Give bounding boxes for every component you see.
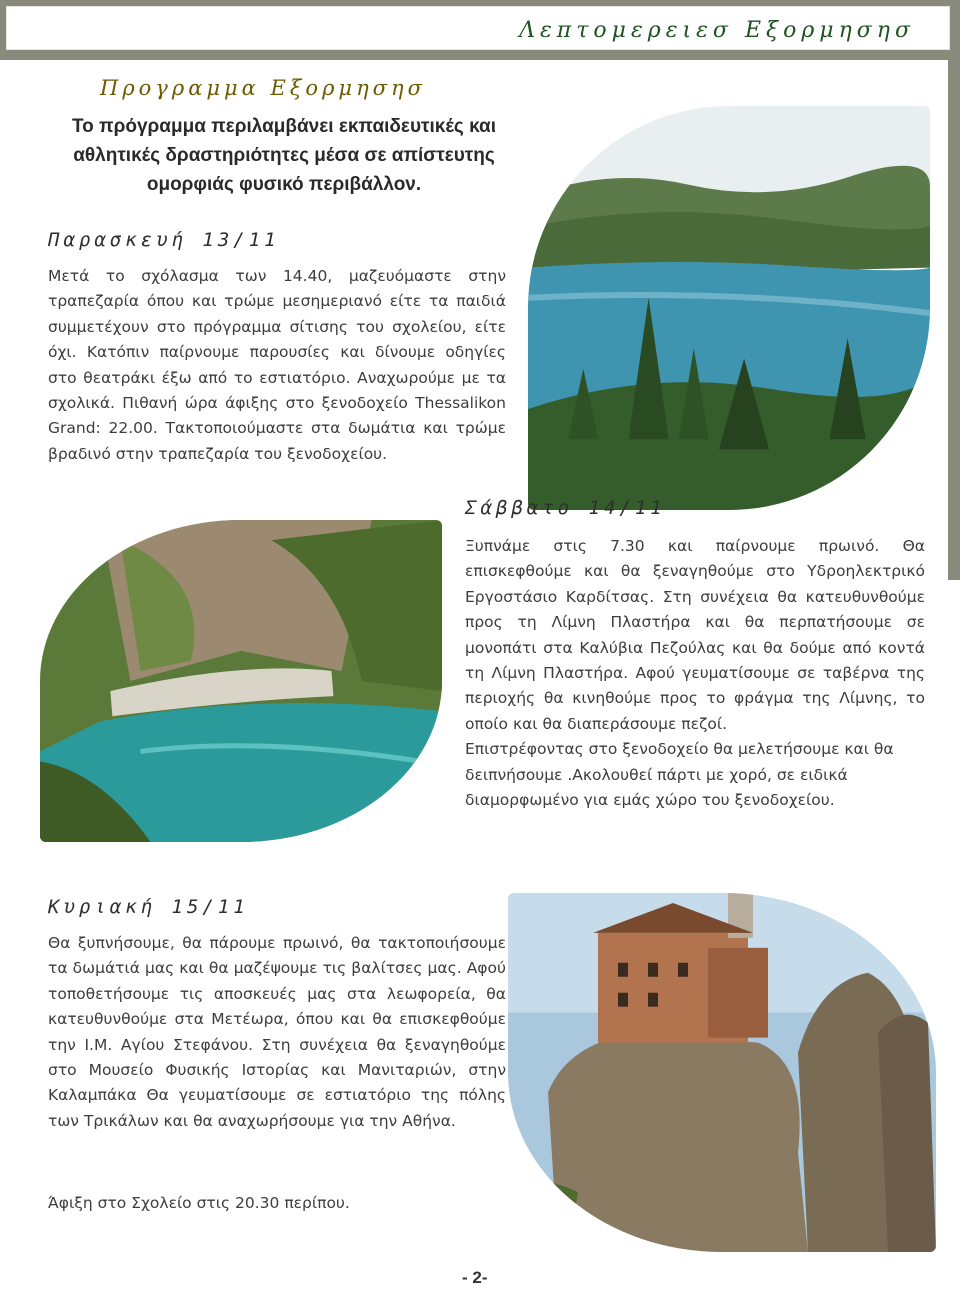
side-rule xyxy=(948,60,960,580)
saturday-text-evening: Επιστρέφοντας στο ξενοδοχείο θα μελετήσουμε και θα δειπνήσουμε .Ακολουθεί πάρτι με χορό, σε ειδικά διαμορφωμένο για εμάς χώρο του ξενοδοχείου. xyxy=(465,740,894,810)
dam-photo xyxy=(40,520,442,842)
page-title: Λεπτομερειεσ Εξορμησησ xyxy=(519,18,915,43)
saturday-text xyxy=(465,534,925,813)
arrival-text: Άφιξη στο Σχολείο στις 20.30 περίπου. xyxy=(48,1194,350,1212)
header-band xyxy=(0,0,960,60)
sunday-text: Θα ξυπνήσουμε, θα πάρουμε πρωινό, θα τακτοποιήσουμε τα δωμάτιά μας και θα μαζέψουμε τις βαλίτσες μας. Αφού τοποθετήσουμε τις αποσκευές μας στα λεωφορεία, θα κατευθυνθούμε στα Μετέωρα, όπου και θα επισκεφθούμε την Ι.Μ. Αγίου Στεφάνου. Στη συνέχεια θα ξεναγηθούμε στο Μουσείο Φυσικής Ιστορίας και Μανιταριών, στην Καλαμπάκα Θα γευματίσουμε σε εστιατόριο της πόλης των Τρικάλων και θα αναχωρήσουμε για την Αθήνα. xyxy=(48,934,506,1130)
program-intro: Το πρόγραμμα περιλαμβάνει εκπαιδευτικές και αθλητικές δραστηριότητες μέσα σε απίστευτης ομορφιάς φυσικό περιβάλλον. xyxy=(71,116,497,195)
friday-text: Μετά το σχόλασμα των 14.40, μαζευόμαστε στην τραπεζαρία όπου και τρώμε μεσημεριανό είτε τα παιδιά συμμετέχουν στο πρόγραμμα σίτισης του σχολείου, είτε όχι. Κατόπιν παίρνουμε παρουσίες και δίνουμε οδηγίες στο θεατράκι έξω από το εστιατόριο. Αναχωρούμε με τα σχολικά. Πιθανή ώρα άφιξης στο ξενοδοχείο Thessalikon Grand: 22.00. Τακτοποιούμαστε στα δωμάτια και τρώμε βραδινό στην τραπεζαρία του ξενοδοχείου. xyxy=(48,267,506,463)
meteora-photo xyxy=(508,893,936,1252)
sunday-title: Κυριακή 15/11 xyxy=(48,896,249,918)
page-number: - 2- xyxy=(462,1268,488,1287)
program-title: Προγραμμα Εξορμησησ xyxy=(100,76,426,100)
friday-title: Παρασκευή 13/11 xyxy=(48,229,280,251)
lake-photo xyxy=(528,106,930,510)
saturday-title: Σάββατο 14/11 xyxy=(465,497,666,519)
saturday-text-main: Ξυπνάμε στις 7.30 και παίρνουμε πρωινό. Θα επισκεφθούμε και θα ξεναγηθούμε στο Υδροηλεκτρικό Εργοστάσιο Καρδίτσας. Στη συνέχεια θα κατευθυνθούμε προς τη Λίμνη Πλαστήρα και θα περπατήσουμε σε μονοπάτι στα Καλύβια Πεζούλας και θα δούμε από κοντά τη Λίμνη Πλαστήρα. Αφού γευματίσουμε σε ταβέρνα της περιοχής θα κινηθούμε προς το φράγμα της Λίμνης, το οποίο και θα διαπεράσουμε πεζοί. xyxy=(465,537,925,733)
header-panel xyxy=(6,6,950,50)
